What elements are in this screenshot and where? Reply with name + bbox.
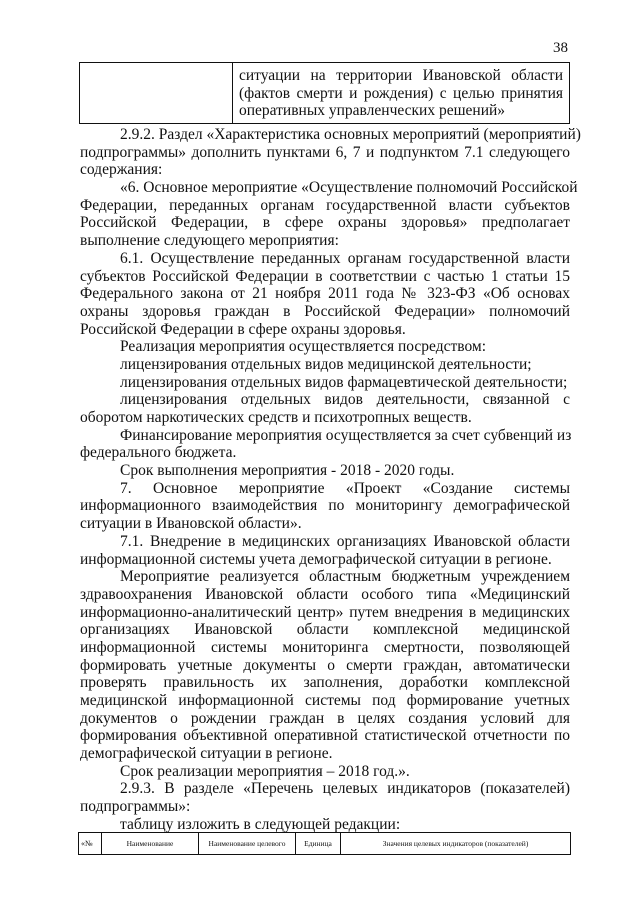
continuation-table — [79, 62, 570, 124]
table-header-cell: Значения целевых индикаторов (показателей) — [341, 833, 571, 855]
text-line: Федерального закона от 21 ноября 2011 года № 323-ФЗ «Об основах — [80, 285, 570, 303]
text-line: таблицу изложить в следующей редакции: — [120, 815, 401, 833]
text-line: Финансирование мероприятия осуществляется за счет субвенций из — [120, 426, 572, 444]
text-line: формирования объективной оперативной статистической отчетности по — [80, 727, 570, 745]
text-line: 6.1. Осуществление переданных органам государственной власти — [120, 249, 570, 267]
text-line: Российской Федерации в сфере охраны здоровья. — [80, 320, 406, 338]
text-line: лицензирования отдельных видов медицинской деятельности; — [120, 355, 532, 373]
text-line: ситуации в Ивановской области». — [80, 515, 302, 533]
text-line: документов о рождении граждан в целях создания условий для — [80, 709, 570, 727]
text-line: 7.1. Внедрение в медицинских организациях Ивановской области — [120, 532, 570, 550]
text-line: формировать учетные документы о смерти граждан, автоматически — [80, 656, 570, 674]
text-line: демографической ситуации в регионе. — [80, 745, 333, 763]
text-line: выполнение следующего мероприятия: — [80, 232, 339, 250]
page-number: 38 — [553, 40, 568, 56]
table-header-row — [79, 833, 571, 855]
text-line: Срок реализации мероприятия – 2018 год.». — [120, 762, 410, 780]
table-cell-empty — [80, 63, 233, 124]
text-line: оборотом наркотических средств и психотропных веществ. — [80, 409, 472, 426]
table-header-cell: Наименование — [102, 833, 199, 855]
text-line: подпрограммы» дополнить пунктами 6, 7 и подпунктом 7.1 следующего — [80, 143, 570, 161]
text-line: организациях Ивановской области комплексной медицинской — [80, 621, 570, 639]
text-line: медицинской информационной системы под формирование учетных — [80, 692, 570, 709]
text-line: «6. Основное мероприятие «Осуществление полномочий Российской — [120, 179, 578, 197]
text-line: информационной системы мониторинга смертности, позволяющей — [80, 638, 570, 656]
table-line: ситуации на территории Ивановской области — [239, 67, 563, 84]
text-line: Срок выполнения мероприятия - 2018 - 2020 годы. — [120, 462, 455, 480]
text-line: 2.9.3. В разделе «Перечень целевых индикаторов (показателей) — [120, 780, 570, 798]
text-line: федерального бюджета. — [80, 444, 237, 462]
text-line: Мероприятие реализуется областным бюджетным учреждением — [120, 568, 570, 586]
table-row — [80, 63, 570, 124]
indicators-table — [78, 832, 571, 855]
text-line: информационной системы учета демографической ситуации в регионе. — [80, 550, 552, 568]
text-line: охраны здоровья граждан в Российской Федерации» полномочий — [80, 302, 570, 320]
text-line: содержания: — [80, 161, 163, 179]
text-line: Федерации, переданных органам государственной власти субъектов — [80, 196, 570, 214]
text-line: 2.9.2. Раздел «Характеристика основных мероприятий (мероприятий) — [120, 126, 581, 143]
table-header-cell: «№ — [79, 833, 102, 855]
text-line: Российской Федерации, в сфере охраны здоровья» предполагает — [80, 214, 570, 232]
table-line: (фактов смерти и рождения) с целью принятия — [239, 84, 563, 102]
text-line: лицензирования отдельных видов деятельности, связанной с — [120, 391, 570, 409]
text-line: информационного взаимодействия по мониторингу демографической — [80, 497, 570, 515]
text-line: информационно-аналитический центр» путем внедрения в медицинских — [80, 603, 570, 621]
text-line: Реализация мероприятия осуществляется посредством: — [120, 338, 487, 356]
document-body — [80, 126, 581, 834]
text-line: субъектов Российской Федерации в соответствии с частью 1 статьи 15 — [80, 267, 570, 285]
text-line: лицензирования отдельных видов фармацевтической деятельности; — [120, 373, 568, 391]
table-line: оперативных управленческих решений» — [239, 102, 506, 120]
text-line: 7. Основное мероприятие «Проект «Создание системы — [120, 479, 570, 497]
text-line: здравоохранения Ивановской области особого типа «Медицинский — [80, 585, 570, 603]
text-line: подпрограммы»: — [80, 798, 191, 816]
text-line: проверять правильность их заполнения, доработки комплексной — [80, 674, 570, 692]
table-header-cell: Наименование целевого — [199, 833, 296, 855]
table-header-cell: Единица — [296, 833, 341, 855]
table-cell-text — [233, 63, 570, 124]
